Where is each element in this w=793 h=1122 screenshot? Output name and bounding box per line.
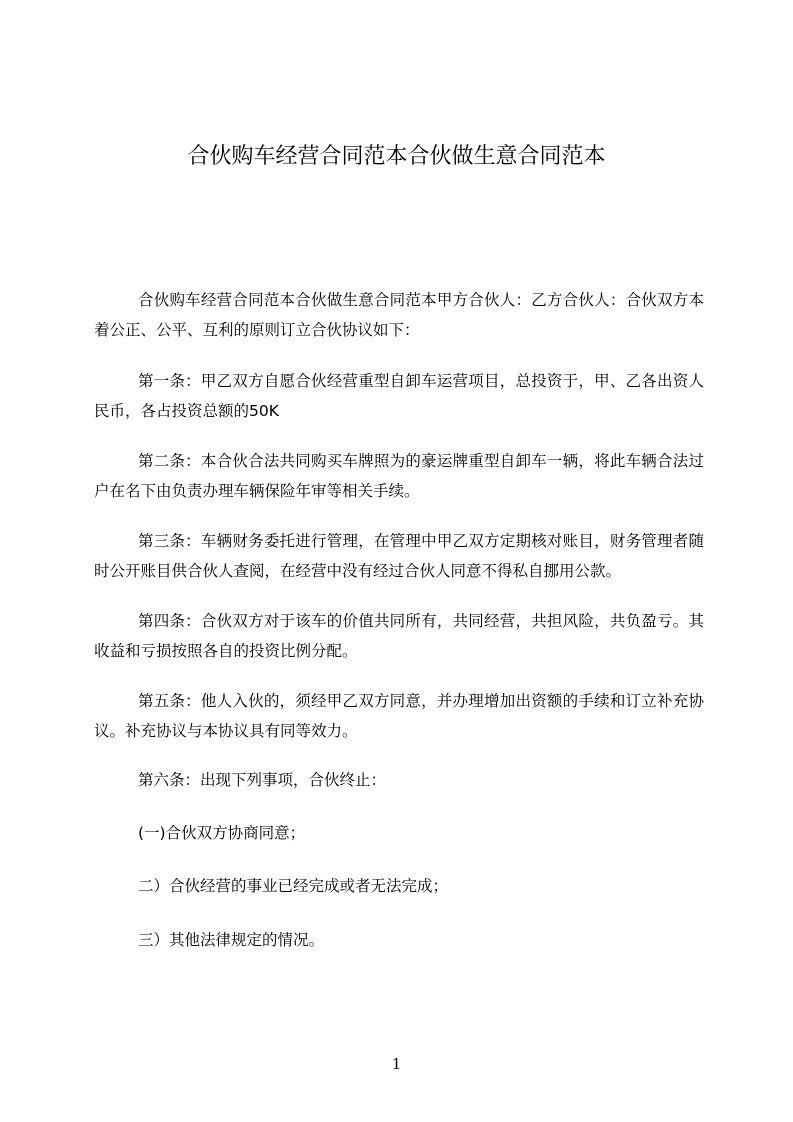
paragraph-item-1: (一)合伙双方协商同意； <box>138 824 306 842</box>
page-number: 1 <box>391 1055 402 1073</box>
paragraph-article-3: 第三条：车辆财务委托进行管理，在管理中甲乙双方定期核对账目，财务管理者随时公开账目供合伙人查阅，在经营中没有经过合伙人同意不得私自挪用公款。 <box>94 532 704 580</box>
paragraph-article-6: 第六条：出现下列事项，合伙终止： <box>138 771 387 789</box>
paragraph-article-4: 第四条：合伙双方对于该车的价值共同所有，共同经营，共担风险，共负盈亏。其收益和亏损按照各自的投资比例分配。 <box>94 612 704 660</box>
paragraph-article-5: 第五条：他人入伙的，须经甲乙双方同意，并办理增加出资额的手续和订立补充协议。补充协议与本协议具有同等效力。 <box>94 692 704 740</box>
paragraph-article-2: 第二条：本合伙合法共同购买车牌照为的豪运牌重型自卸车一辆，将此车辆合法过户在名下由负责办理车辆保险年审等相关手续。 <box>94 452 704 500</box>
paragraph-preamble: 合伙购车经营合同范本合伙做生意合同范本甲方合伙人：乙方合伙人：合伙双方本着公正、公平、互利的原则订立合伙协议如下： <box>94 291 704 339</box>
paragraph-item-2: 二）合伙经营的事业已经完成或者无法完成； <box>138 877 449 895</box>
paragraph-item-3: 三）其他法律规定的情况。 <box>138 931 325 949</box>
paragraph-article-1: 第一条：甲乙双方自愿合伙经营重型自卸车运营项目，总投资于，甲、乙各出资人民币，各占投资总额的50K <box>94 372 704 420</box>
document-title: 合伙购车经营合同范本合伙做生意合同范本 <box>187 144 606 169</box>
